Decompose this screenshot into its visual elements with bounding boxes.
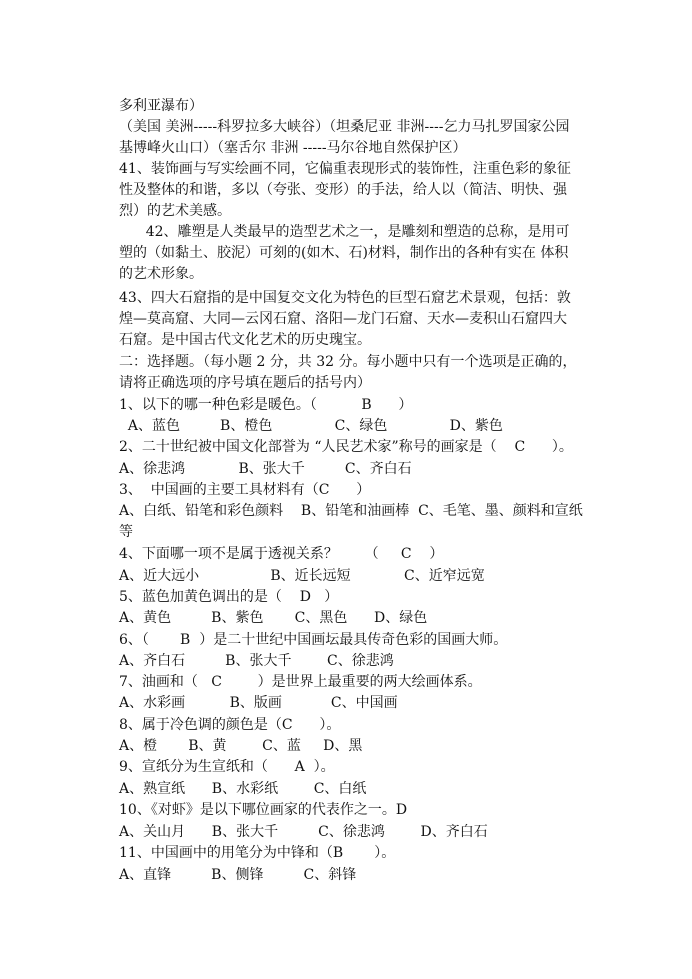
text-line: 煌—莫高窟、大同—云冈石窟、洛阳—龙门石窟、天水—麦积山石窟四大 — [119, 311, 567, 327]
text-line: A、白纸、铅笔和彩色颜料 B、铅笔和油画棒 C、毛笔、墨、颜料和宣纸 — [119, 503, 583, 519]
text-line: A、熟宣纸 B、水彩纸 C、白纸 — [119, 781, 367, 797]
text-line: 41、装饰画与写实绘画不同，它偏重表现形式的装饰性，注重色彩的象征 — [119, 161, 571, 177]
text-line: 9、宣纸分为生宣纸和（ A ）。 — [119, 759, 335, 775]
text-line: 4、下面哪一项不是属于透视关系？ （ C ） — [119, 546, 444, 562]
text-line: 1、以下的哪一种色彩是暖色。（ B ） — [119, 397, 413, 413]
text-line: 等 — [119, 524, 133, 540]
text-line: 43、四大石窟指的是中国复交文化为特色的巨型石窟艺术景观，包括：敦 — [119, 290, 571, 306]
text-line: A、近大远小 B、近长远短 C、近窄远宽 — [119, 568, 485, 584]
text-line: 性及整体的和谐，多以（夸张、变形）的手法，给人以（简洁、明快、强 — [119, 182, 567, 198]
text-line: 烈）的艺术美感。 — [119, 203, 231, 219]
text-line: 3、 中国画的主要工具材料有（C ） — [119, 482, 371, 498]
text-line: A、蓝色 B、橙色 C、绿色 D、紫色 — [119, 418, 503, 434]
text-line: 石窟。是中国古代文化艺术的历史瑰宝。 — [119, 332, 371, 348]
text-line: 11、中国画中的用笔分为中锋和（B ）。 — [119, 845, 396, 861]
text-line: 10、《对虾》是以下哪位画家的代表作之一。D — [119, 802, 408, 818]
text-line: 42、雕塑是人类最早的造型艺术之一，是雕刻和塑造的总称，是用可 — [119, 224, 570, 240]
text-line: 基博峰火山口）（塞舌尔 非洲 -----马尔谷地自然保护区） — [119, 140, 467, 156]
text-line: 8、属于冷色调的颜色是（C ）。 — [119, 717, 341, 733]
text-line: A、橙 B、黄 C、蓝 D、黑 — [119, 738, 363, 754]
text-line: A、黄色 B、紫色 C、黑色 D、绿色 — [119, 610, 428, 626]
text-line: A、水彩画 B、版画 C、中国画 — [119, 695, 398, 711]
text-line: 7、油画和（ C ）是世界上最重要的两大绘画体系。 — [119, 674, 482, 690]
text-line: 塑的（如黏土、胶泥）可刻的(如木、石)材料，制作出的各种有实在 体积 — [119, 245, 569, 261]
text-line: 多利亚瀑布） — [119, 98, 203, 114]
text-line: A、关山月 B、张大千 C、徐悲鸿 D、齐白石 — [119, 824, 488, 840]
text-line: 二：选择题。（每小题 2 分，共 32 分。每小题中只有一个选项是正确的， — [119, 354, 577, 370]
text-line: 6、（ B ）是二十世纪中国画坛最具传奇色彩的国画大师。 — [119, 632, 508, 648]
text-line: 的艺术形象。 — [119, 266, 203, 282]
text-line: 5、蓝色加黄色调出的是（ D ） — [119, 589, 339, 605]
text-line: A、直锋 B、侧锋 C、斜锋 — [119, 867, 357, 883]
text-line: 请将正确选项的序号填在题后的括号内） — [119, 375, 371, 391]
text-line: A、徐悲鸿 B、张大千 C、齐白石 — [119, 461, 412, 477]
text-line: 2、二十世纪被中国文化部誉为 “人民艺术家”称号的画家是（ C ）。 — [119, 439, 573, 455]
text-line: A、齐白石 B、张大千 C、徐悲鸿 — [119, 653, 394, 669]
text-line: （美国 美洲-----科罗拉多大峡谷）（坦桑尼亚 非洲----乞力马扎罗国家公园 — [119, 119, 570, 135]
